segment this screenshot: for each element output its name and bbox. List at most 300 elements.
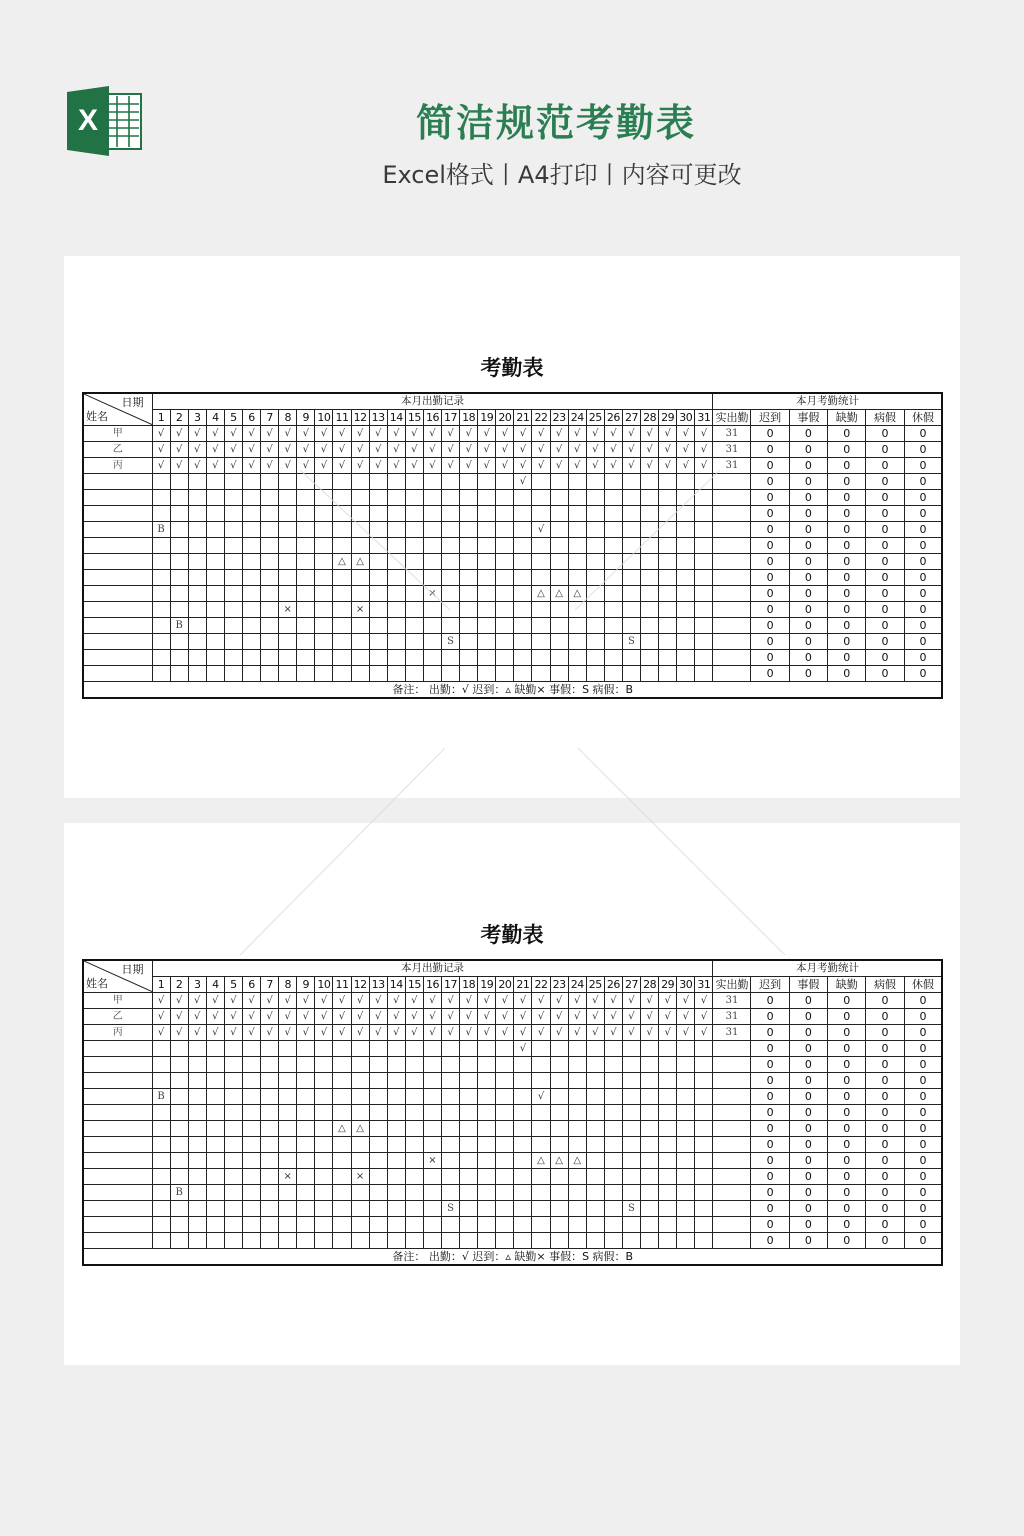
attendance-cell[interactable] bbox=[387, 506, 405, 522]
attendance-cell[interactable]: √ bbox=[405, 1009, 423, 1025]
attendance-cell[interactable]: △ bbox=[532, 1153, 550, 1169]
stat-cell[interactable]: 0 bbox=[789, 1169, 827, 1185]
attendance-cell[interactable]: √ bbox=[641, 1025, 659, 1041]
attendance-cell[interactable]: √ bbox=[496, 993, 514, 1009]
attendance-cell[interactable] bbox=[695, 602, 713, 618]
attendance-cell[interactable] bbox=[460, 1169, 478, 1185]
attendance-cell[interactable] bbox=[224, 1169, 242, 1185]
attendance-cell[interactable] bbox=[387, 1073, 405, 1089]
attendance-cell[interactable] bbox=[532, 1105, 550, 1121]
attendance-cell[interactable] bbox=[604, 1089, 622, 1105]
attendance-cell[interactable] bbox=[206, 1169, 224, 1185]
attendance-cell[interactable] bbox=[604, 1105, 622, 1121]
stat-cell[interactable]: 0 bbox=[904, 570, 942, 586]
attendance-cell[interactable] bbox=[586, 570, 604, 586]
attendance-cell[interactable]: √ bbox=[460, 458, 478, 474]
attendance-cell[interactable] bbox=[242, 522, 260, 538]
attendance-cell[interactable] bbox=[152, 1121, 170, 1137]
attendance-cell[interactable] bbox=[170, 666, 188, 682]
stat-cell[interactable]: 0 bbox=[789, 618, 827, 634]
attendance-cell[interactable] bbox=[315, 602, 333, 618]
attendance-cell[interactable] bbox=[514, 1089, 532, 1105]
attendance-cell[interactable] bbox=[532, 570, 550, 586]
attendance-cell[interactable]: √ bbox=[478, 993, 496, 1009]
stat-cell[interactable]: 0 bbox=[904, 522, 942, 538]
attendance-cell[interactable] bbox=[405, 1217, 423, 1233]
attendance-cell[interactable] bbox=[423, 1169, 441, 1185]
attendance-cell[interactable] bbox=[152, 490, 170, 506]
attendance-cell[interactable] bbox=[496, 618, 514, 634]
attendance-cell[interactable]: √ bbox=[242, 426, 260, 442]
actual-attendance-cell[interactable] bbox=[713, 554, 751, 570]
attendance-cell[interactable]: √ bbox=[622, 1025, 640, 1041]
attendance-cell[interactable] bbox=[496, 474, 514, 490]
attendance-cell[interactable]: √ bbox=[170, 993, 188, 1009]
attendance-cell[interactable] bbox=[514, 522, 532, 538]
stat-cell[interactable]: 0 bbox=[866, 474, 904, 490]
attendance-cell[interactable] bbox=[405, 1041, 423, 1057]
attendance-cell[interactable] bbox=[351, 522, 369, 538]
attendance-cell[interactable] bbox=[333, 1073, 351, 1089]
attendance-cell[interactable] bbox=[532, 666, 550, 682]
attendance-cell[interactable]: S bbox=[622, 634, 640, 650]
stat-cell[interactable]: 0 bbox=[828, 538, 866, 554]
attendance-cell[interactable]: √ bbox=[677, 458, 695, 474]
attendance-cell[interactable] bbox=[460, 1217, 478, 1233]
attendance-cell[interactable]: √ bbox=[442, 1009, 460, 1025]
attendance-cell[interactable]: √ bbox=[224, 442, 242, 458]
attendance-cell[interactable] bbox=[387, 586, 405, 602]
attendance-cell[interactable]: △ bbox=[568, 1153, 586, 1169]
attendance-cell[interactable] bbox=[279, 1217, 297, 1233]
attendance-cell[interactable] bbox=[550, 1089, 568, 1105]
attendance-cell[interactable] bbox=[532, 1169, 550, 1185]
attendance-cell[interactable]: √ bbox=[586, 426, 604, 442]
stat-cell[interactable]: 0 bbox=[751, 1121, 789, 1137]
attendance-cell[interactable] bbox=[170, 538, 188, 554]
attendance-cell[interactable] bbox=[279, 1057, 297, 1073]
attendance-cell[interactable] bbox=[514, 554, 532, 570]
attendance-cell[interactable] bbox=[514, 1217, 532, 1233]
attendance-cell[interactable] bbox=[442, 1089, 460, 1105]
attendance-cell[interactable] bbox=[478, 1153, 496, 1169]
attendance-cell[interactable]: √ bbox=[532, 1089, 550, 1105]
attendance-cell[interactable] bbox=[152, 474, 170, 490]
attendance-cell[interactable] bbox=[695, 490, 713, 506]
attendance-cell[interactable] bbox=[550, 570, 568, 586]
attendance-cell[interactable]: × bbox=[279, 602, 297, 618]
attendance-cell[interactable]: √ bbox=[604, 458, 622, 474]
attendance-cell[interactable] bbox=[695, 522, 713, 538]
attendance-cell[interactable]: √ bbox=[604, 993, 622, 1009]
attendance-cell[interactable]: √ bbox=[152, 1009, 170, 1025]
attendance-cell[interactable] bbox=[423, 522, 441, 538]
attendance-cell[interactable] bbox=[622, 506, 640, 522]
attendance-cell[interactable] bbox=[261, 506, 279, 522]
name-cell[interactable] bbox=[83, 538, 152, 554]
attendance-cell[interactable] bbox=[242, 1153, 260, 1169]
attendance-cell[interactable] bbox=[387, 1201, 405, 1217]
attendance-cell[interactable] bbox=[514, 1201, 532, 1217]
attendance-cell[interactable] bbox=[496, 1137, 514, 1153]
attendance-cell[interactable]: √ bbox=[279, 993, 297, 1009]
attendance-cell[interactable] bbox=[460, 650, 478, 666]
attendance-cell[interactable] bbox=[315, 1185, 333, 1201]
attendance-cell[interactable] bbox=[297, 1169, 315, 1185]
stat-cell[interactable]: 0 bbox=[751, 1201, 789, 1217]
stat-cell[interactable]: 0 bbox=[789, 1041, 827, 1057]
stat-cell[interactable]: 0 bbox=[866, 1169, 904, 1185]
attendance-cell[interactable] bbox=[297, 650, 315, 666]
attendance-cell[interactable] bbox=[496, 538, 514, 554]
attendance-cell[interactable]: √ bbox=[351, 1025, 369, 1041]
attendance-cell[interactable] bbox=[442, 650, 460, 666]
stat-cell[interactable]: 0 bbox=[904, 993, 942, 1009]
attendance-cell[interactable]: √ bbox=[695, 1009, 713, 1025]
attendance-cell[interactable] bbox=[261, 1121, 279, 1137]
attendance-cell[interactable] bbox=[568, 1121, 586, 1137]
attendance-cell[interactable] bbox=[297, 586, 315, 602]
attendance-cell[interactable] bbox=[659, 666, 677, 682]
attendance-cell[interactable]: √ bbox=[659, 426, 677, 442]
name-cell[interactable] bbox=[83, 490, 152, 506]
attendance-cell[interactable]: B bbox=[170, 1185, 188, 1201]
attendance-cell[interactable] bbox=[568, 1057, 586, 1073]
stat-cell[interactable]: 0 bbox=[789, 1105, 827, 1121]
attendance-cell[interactable]: √ bbox=[333, 442, 351, 458]
attendance-cell[interactable] bbox=[532, 618, 550, 634]
attendance-cell[interactable] bbox=[659, 1217, 677, 1233]
attendance-cell[interactable]: √ bbox=[170, 458, 188, 474]
attendance-cell[interactable] bbox=[279, 586, 297, 602]
attendance-cell[interactable] bbox=[604, 1185, 622, 1201]
attendance-cell[interactable] bbox=[206, 1217, 224, 1233]
attendance-cell[interactable] bbox=[442, 522, 460, 538]
attendance-cell[interactable]: √ bbox=[532, 993, 550, 1009]
attendance-cell[interactable]: △ bbox=[333, 1121, 351, 1137]
attendance-cell[interactable] bbox=[514, 602, 532, 618]
attendance-cell[interactable] bbox=[387, 666, 405, 682]
attendance-cell[interactable] bbox=[297, 1121, 315, 1137]
attendance-cell[interactable]: √ bbox=[206, 1009, 224, 1025]
attendance-cell[interactable]: √ bbox=[496, 1009, 514, 1025]
attendance-cell[interactable] bbox=[460, 1121, 478, 1137]
attendance-cell[interactable] bbox=[261, 1137, 279, 1153]
name-cell[interactable] bbox=[83, 1217, 152, 1233]
attendance-cell[interactable] bbox=[315, 618, 333, 634]
actual-attendance-cell[interactable]: 31 bbox=[713, 1025, 751, 1041]
attendance-cell[interactable] bbox=[460, 1153, 478, 1169]
attendance-cell[interactable]: √ bbox=[297, 1025, 315, 1041]
attendance-cell[interactable] bbox=[677, 538, 695, 554]
attendance-cell[interactable] bbox=[568, 634, 586, 650]
stat-cell[interactable]: 0 bbox=[789, 1089, 827, 1105]
attendance-cell[interactable] bbox=[279, 634, 297, 650]
attendance-cell[interactable]: √ bbox=[586, 993, 604, 1009]
attendance-cell[interactable] bbox=[641, 506, 659, 522]
attendance-cell[interactable]: S bbox=[442, 634, 460, 650]
attendance-cell[interactable] bbox=[496, 650, 514, 666]
attendance-cell[interactable] bbox=[568, 490, 586, 506]
attendance-cell[interactable] bbox=[659, 650, 677, 666]
attendance-cell[interactable] bbox=[315, 554, 333, 570]
attendance-cell[interactable] bbox=[279, 1185, 297, 1201]
attendance-cell[interactable] bbox=[460, 538, 478, 554]
attendance-cell[interactable]: √ bbox=[641, 442, 659, 458]
stat-cell[interactable]: 0 bbox=[751, 1169, 789, 1185]
attendance-cell[interactable] bbox=[586, 506, 604, 522]
name-cell[interactable] bbox=[83, 1105, 152, 1121]
stat-cell[interactable]: 0 bbox=[904, 458, 942, 474]
attendance-cell[interactable] bbox=[532, 1201, 550, 1217]
attendance-cell[interactable] bbox=[586, 1233, 604, 1249]
attendance-cell[interactable] bbox=[351, 1057, 369, 1073]
attendance-cell[interactable] bbox=[315, 1217, 333, 1233]
attendance-cell[interactable] bbox=[206, 570, 224, 586]
stat-cell[interactable]: 0 bbox=[751, 650, 789, 666]
attendance-cell[interactable] bbox=[460, 1201, 478, 1217]
attendance-cell[interactable] bbox=[604, 1041, 622, 1057]
attendance-cell[interactable]: √ bbox=[315, 442, 333, 458]
name-cell[interactable] bbox=[83, 666, 152, 682]
attendance-cell[interactable] bbox=[622, 666, 640, 682]
attendance-cell[interactable] bbox=[604, 1201, 622, 1217]
attendance-cell[interactable] bbox=[261, 1201, 279, 1217]
attendance-cell[interactable] bbox=[532, 1073, 550, 1089]
attendance-cell[interactable] bbox=[152, 554, 170, 570]
attendance-cell[interactable] bbox=[586, 1185, 604, 1201]
attendance-cell[interactable] bbox=[405, 522, 423, 538]
attendance-cell[interactable]: √ bbox=[460, 1009, 478, 1025]
actual-attendance-cell[interactable] bbox=[713, 1073, 751, 1089]
attendance-cell[interactable] bbox=[315, 666, 333, 682]
attendance-cell[interactable] bbox=[170, 1041, 188, 1057]
attendance-cell[interactable] bbox=[423, 506, 441, 522]
attendance-cell[interactable] bbox=[351, 1201, 369, 1217]
attendance-cell[interactable] bbox=[442, 506, 460, 522]
attendance-cell[interactable] bbox=[550, 602, 568, 618]
attendance-cell[interactable] bbox=[496, 1073, 514, 1089]
attendance-cell[interactable] bbox=[586, 554, 604, 570]
attendance-cell[interactable] bbox=[532, 1217, 550, 1233]
attendance-cell[interactable] bbox=[532, 602, 550, 618]
attendance-cell[interactable] bbox=[423, 1121, 441, 1137]
stat-cell[interactable]: 0 bbox=[751, 506, 789, 522]
stat-cell[interactable]: 0 bbox=[904, 1073, 942, 1089]
stat-cell[interactable]: 0 bbox=[789, 634, 827, 650]
attendance-cell[interactable] bbox=[695, 1153, 713, 1169]
attendance-cell[interactable] bbox=[170, 1073, 188, 1089]
name-cell[interactable] bbox=[83, 1057, 152, 1073]
attendance-cell[interactable]: √ bbox=[315, 426, 333, 442]
attendance-cell[interactable] bbox=[695, 554, 713, 570]
attendance-cell[interactable]: √ bbox=[387, 458, 405, 474]
attendance-cell[interactable] bbox=[568, 1217, 586, 1233]
stat-cell[interactable]: 0 bbox=[751, 634, 789, 650]
attendance-cell[interactable]: √ bbox=[242, 1025, 260, 1041]
attendance-cell[interactable] bbox=[460, 602, 478, 618]
attendance-cell[interactable]: √ bbox=[333, 426, 351, 442]
attendance-cell[interactable] bbox=[188, 1073, 206, 1089]
attendance-cell[interactable]: √ bbox=[550, 426, 568, 442]
attendance-cell[interactable]: √ bbox=[604, 1009, 622, 1025]
attendance-cell[interactable] bbox=[514, 650, 532, 666]
attendance-cell[interactable] bbox=[677, 1121, 695, 1137]
attendance-cell[interactable] bbox=[423, 1089, 441, 1105]
attendance-cell[interactable] bbox=[460, 474, 478, 490]
stat-cell[interactable]: 0 bbox=[866, 1153, 904, 1169]
actual-attendance-cell[interactable] bbox=[713, 1105, 751, 1121]
attendance-cell[interactable]: √ bbox=[659, 1009, 677, 1025]
stat-cell[interactable]: 0 bbox=[828, 1105, 866, 1121]
stat-cell[interactable]: 0 bbox=[904, 1041, 942, 1057]
attendance-cell[interactable]: △ bbox=[550, 586, 568, 602]
actual-attendance-cell[interactable] bbox=[713, 586, 751, 602]
attendance-cell[interactable] bbox=[369, 506, 387, 522]
actual-attendance-cell[interactable]: 31 bbox=[713, 426, 751, 442]
attendance-cell[interactable] bbox=[496, 570, 514, 586]
attendance-cell[interactable] bbox=[333, 1201, 351, 1217]
attendance-cell[interactable]: √ bbox=[568, 426, 586, 442]
stat-cell[interactable]: 0 bbox=[789, 1009, 827, 1025]
attendance-cell[interactable] bbox=[677, 1089, 695, 1105]
attendance-cell[interactable] bbox=[152, 1105, 170, 1121]
attendance-cell[interactable] bbox=[170, 1217, 188, 1233]
attendance-cell[interactable] bbox=[604, 1121, 622, 1137]
attendance-cell[interactable] bbox=[514, 618, 532, 634]
stat-cell[interactable]: 0 bbox=[828, 586, 866, 602]
attendance-cell[interactable] bbox=[478, 554, 496, 570]
attendance-cell[interactable] bbox=[550, 1201, 568, 1217]
attendance-cell[interactable] bbox=[405, 538, 423, 554]
attendance-cell[interactable] bbox=[677, 586, 695, 602]
attendance-cell[interactable] bbox=[152, 650, 170, 666]
attendance-cell[interactable] bbox=[604, 634, 622, 650]
attendance-cell[interactable] bbox=[622, 1185, 640, 1201]
attendance-cell[interactable] bbox=[423, 1105, 441, 1121]
stat-cell[interactable]: 0 bbox=[828, 618, 866, 634]
actual-attendance-cell[interactable] bbox=[713, 474, 751, 490]
attendance-cell[interactable] bbox=[604, 570, 622, 586]
attendance-cell[interactable] bbox=[170, 522, 188, 538]
attendance-cell[interactable] bbox=[514, 1057, 532, 1073]
stat-cell[interactable]: 0 bbox=[828, 426, 866, 442]
attendance-cell[interactable] bbox=[478, 650, 496, 666]
attendance-cell[interactable] bbox=[514, 1153, 532, 1169]
attendance-cell[interactable] bbox=[261, 1057, 279, 1073]
attendance-cell[interactable] bbox=[586, 586, 604, 602]
attendance-cell[interactable] bbox=[405, 490, 423, 506]
attendance-cell[interactable] bbox=[622, 1041, 640, 1057]
attendance-cell[interactable]: √ bbox=[152, 993, 170, 1009]
attendance-cell[interactable] bbox=[261, 1185, 279, 1201]
attendance-cell[interactable] bbox=[369, 1201, 387, 1217]
attendance-cell[interactable] bbox=[242, 538, 260, 554]
attendance-cell[interactable]: √ bbox=[423, 1025, 441, 1041]
attendance-cell[interactable]: √ bbox=[622, 458, 640, 474]
stat-cell[interactable]: 0 bbox=[866, 1009, 904, 1025]
attendance-cell[interactable]: √ bbox=[677, 442, 695, 458]
attendance-cell[interactable] bbox=[677, 666, 695, 682]
attendance-cell[interactable] bbox=[568, 618, 586, 634]
attendance-cell[interactable]: √ bbox=[550, 1009, 568, 1025]
attendance-cell[interactable] bbox=[369, 618, 387, 634]
stat-cell[interactable]: 0 bbox=[751, 490, 789, 506]
attendance-cell[interactable] bbox=[496, 1217, 514, 1233]
attendance-cell[interactable] bbox=[405, 506, 423, 522]
attendance-cell[interactable] bbox=[622, 1169, 640, 1185]
actual-attendance-cell[interactable] bbox=[713, 538, 751, 554]
stat-cell[interactable]: 0 bbox=[904, 554, 942, 570]
attendance-cell[interactable] bbox=[514, 1073, 532, 1089]
attendance-cell[interactable] bbox=[532, 634, 550, 650]
attendance-cell[interactable] bbox=[315, 506, 333, 522]
attendance-cell[interactable] bbox=[261, 666, 279, 682]
attendance-cell[interactable] bbox=[695, 1041, 713, 1057]
actual-attendance-cell[interactable] bbox=[713, 666, 751, 682]
attendance-cell[interactable] bbox=[261, 522, 279, 538]
attendance-cell[interactable] bbox=[333, 522, 351, 538]
attendance-cell[interactable] bbox=[586, 1217, 604, 1233]
attendance-cell[interactable] bbox=[387, 1185, 405, 1201]
attendance-cell[interactable]: √ bbox=[442, 458, 460, 474]
attendance-cell[interactable] bbox=[568, 1089, 586, 1105]
stat-cell[interactable]: 0 bbox=[866, 1217, 904, 1233]
attendance-cell[interactable] bbox=[659, 570, 677, 586]
attendance-cell[interactable] bbox=[405, 666, 423, 682]
attendance-cell[interactable] bbox=[514, 570, 532, 586]
attendance-cell[interactable]: √ bbox=[568, 1025, 586, 1041]
attendance-cell[interactable] bbox=[387, 618, 405, 634]
actual-attendance-cell[interactable] bbox=[713, 1233, 751, 1249]
attendance-cell[interactable] bbox=[206, 1105, 224, 1121]
attendance-cell[interactable] bbox=[242, 634, 260, 650]
attendance-cell[interactable] bbox=[568, 1105, 586, 1121]
attendance-cell[interactable] bbox=[604, 538, 622, 554]
attendance-cell[interactable] bbox=[188, 1185, 206, 1201]
attendance-cell[interactable] bbox=[514, 586, 532, 602]
attendance-cell[interactable] bbox=[170, 506, 188, 522]
attendance-cell[interactable] bbox=[206, 1041, 224, 1057]
attendance-cell[interactable]: S bbox=[622, 1201, 640, 1217]
attendance-cell[interactable] bbox=[333, 666, 351, 682]
attendance-cell[interactable] bbox=[586, 1041, 604, 1057]
attendance-cell[interactable] bbox=[351, 634, 369, 650]
attendance-cell[interactable] bbox=[242, 1121, 260, 1137]
attendance-cell[interactable] bbox=[442, 1169, 460, 1185]
attendance-cell[interactable] bbox=[460, 586, 478, 602]
attendance-cell[interactable] bbox=[297, 634, 315, 650]
attendance-cell[interactable] bbox=[460, 1041, 478, 1057]
attendance-cell[interactable] bbox=[460, 1057, 478, 1073]
attendance-cell[interactable] bbox=[387, 570, 405, 586]
stat-cell[interactable]: 0 bbox=[828, 1121, 866, 1137]
attendance-cell[interactable] bbox=[514, 1233, 532, 1249]
attendance-cell[interactable] bbox=[297, 666, 315, 682]
attendance-cell[interactable] bbox=[333, 586, 351, 602]
attendance-cell[interactable] bbox=[586, 522, 604, 538]
actual-attendance-cell[interactable] bbox=[713, 1217, 751, 1233]
stat-cell[interactable]: 0 bbox=[828, 458, 866, 474]
attendance-cell[interactable] bbox=[695, 1121, 713, 1137]
attendance-cell[interactable] bbox=[604, 1057, 622, 1073]
attendance-cell[interactable] bbox=[297, 1153, 315, 1169]
attendance-cell[interactable] bbox=[297, 1041, 315, 1057]
attendance-cell[interactable]: √ bbox=[622, 426, 640, 442]
attendance-cell[interactable] bbox=[695, 506, 713, 522]
attendance-cell[interactable] bbox=[532, 554, 550, 570]
attendance-cell[interactable] bbox=[695, 474, 713, 490]
